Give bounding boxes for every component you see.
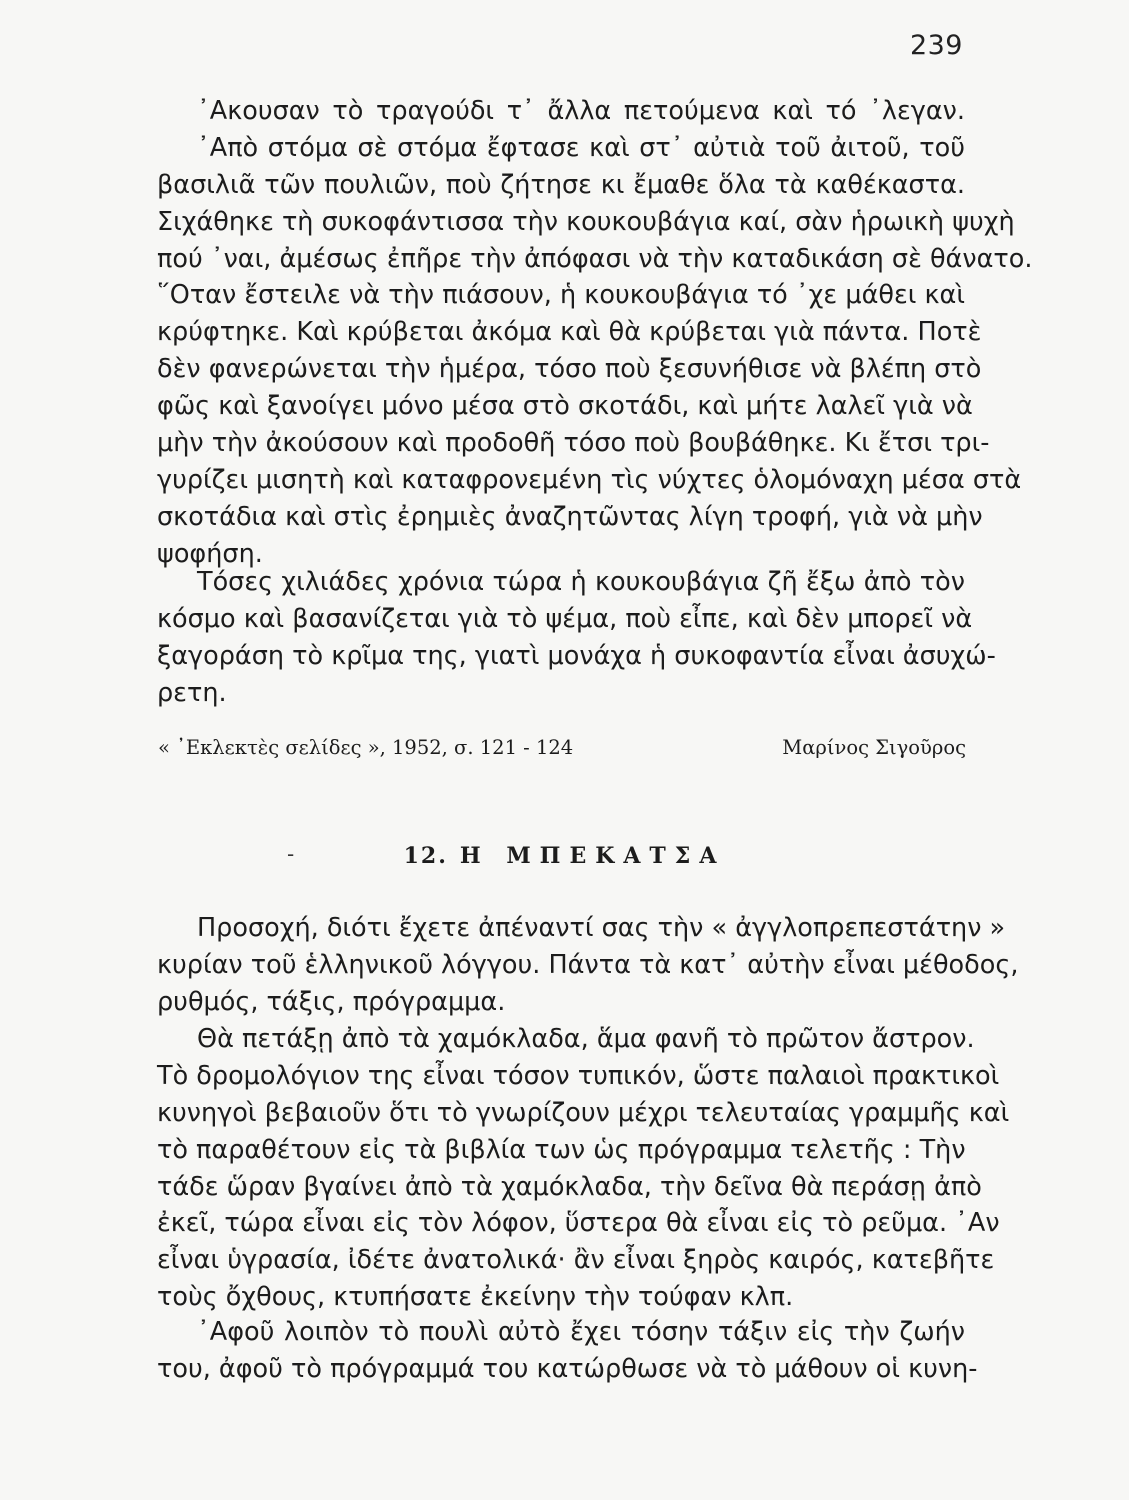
source-citation: [158, 733, 966, 763]
text-line: κρύφτηκε. Καὶ κρύβεται ἀκόμα καὶ θὰ κρύβεται γιὰ πάντα. Ποτὲ: [157, 317, 982, 348]
paragraph-eagle-verdict: [157, 93, 1033, 573]
text-line: κυνηγοὶ βεβαιοῦν ὅτι τὸ γνωρίζουν μέχρι τελευταίας γραμμῆς καὶ: [157, 1097, 1010, 1128]
text-line: ῞Οταν ἔστειλε νὰ τὴν πιάσουν, ἡ κουκουβάγια τό ᾿χε μάθει καὶ: [157, 280, 965, 311]
text-line: Τόσες χιλιάδες χρόνια τώρα ἡ κουκουβάγια ζῆ ἔξω ἀπὸ τὸν: [197, 567, 965, 597]
paragraph-woodcock-routine: [157, 1021, 1010, 1316]
heading-dash: -: [287, 842, 295, 866]
paragraph-owl-punishment: [157, 564, 996, 712]
text-line: σκοτάδια καὶ στὶς ἐρημιὲς ἀναζητῶντας λίγη τροφή, γιὰ νὰ μὴν: [157, 501, 983, 532]
text-line: βασιλιᾶ τῶν πουλιῶν, ποὺ ζήτησε κι ἔμαθε ὅλα τὰ καθέκαστα.: [157, 169, 965, 200]
section-title: Η ΜΠΕΚΑΤΣΑ: [459, 843, 726, 869]
source-author: Μαρίνος Σιγοῦρος: [782, 736, 966, 759]
paragraph-woodcock-order: [157, 1314, 978, 1388]
text-line: ᾿Αφοῦ λοιπὸν τὸ πουλὶ αὐτὸ ἔχει τόσην τάξιν εἰς τὴν ζωήν: [197, 1317, 965, 1347]
paragraph-woodcock-intro: [157, 910, 1019, 1021]
text-line: ᾿Απὸ στόμα σὲ στόμα ἔφτασε καὶ στ᾿ αὐτιὰ τοῦ ἀιτοῦ, τοῦ: [197, 132, 965, 163]
text-line: τάδε ὥραν βγαίνει ἀπὸ τὰ χαμόκλαδα, τὴν δεῖνα θὰ περάσῃ ἀπὸ: [157, 1171, 982, 1202]
text-line: Θὰ πετάξῃ ἀπὸ τὰ χαμόκλαδα, ἅμα φανῆ τὸ πρῶτον ἄστρον.: [197, 1024, 975, 1054]
text-line: ρυθμός, τάξις, πρόγραμμα.: [157, 986, 506, 1017]
text-line: γυρίζει μισητὴ καὶ καταφρονεμένη τὶς νύχτες ὁλομόναχη μέσα στὰ: [157, 464, 1022, 495]
section-heading: [0, 838, 1129, 874]
text-line: ἐκεῖ, τώρα εἶναι εἰς τὸν λόφον, ὕστερα θὰ εἶναι εἰς τὸ ρεῦμα. ᾿Αν: [157, 1208, 1000, 1239]
text-line: φῶς καὶ ξανοίγει μόνο μέσα στὸ σκοτάδι, καὶ μήτε λαλεῖ γιὰ νὰ: [157, 391, 973, 422]
text-line: ρετη.: [157, 677, 227, 708]
text-line: ψοφήση.: [157, 538, 263, 569]
text-line: Σιχάθηκε τὴ συκοφάντισσα τὴν κουκουβάγια καί, σὰν ἡρωικὴ ψυχὴ: [157, 206, 1015, 237]
text-line: Προσοχή, διότι ἔχετε ἀπέναντί σας τὴν « ἀγγλοπρεπεστάτην »: [197, 913, 1006, 943]
text-line: κόσμο καὶ βασανίζεται γιὰ τὸ ψέμα, ποὺ εἶπε, καὶ δὲν μπορεῖ νὰ: [157, 603, 973, 634]
text-line: δὲν φανερώνεται τὴν ἡμέρα, τόσο ποὺ ξεσυνήθισε νὰ βλέπη στὸ: [157, 354, 982, 385]
text-line: τοὺς ὄχθους, κτυπήσατε ἐκείνην τὴν τούφαν κλπ.: [157, 1282, 794, 1313]
text-line: Τὸ δρομολόγιον της εἶναι τόσον τυπικόν, ὥστε παλαιοὶ πρακτικοὶ: [157, 1060, 1000, 1091]
text-line: του, ἀφοῦ τὸ πρόγραμμά του κατώρθωσε νὰ τὸ μάθουν οἱ κυνη-: [157, 1353, 978, 1384]
text-line: πού ᾿ναι, ἀμέσως ἐπῆρε τὴν ἀπόφασι νὰ τὴν καταδικάση σὲ θάνατο.: [157, 243, 1033, 274]
text-line: ᾿Ακουσαν τὸ τραγούδι τ᾿ ἄλλα πετούμενα καὶ τό ᾿λεγαν.: [197, 96, 965, 126]
text-line: μὴν τὴν ἀκούσουν καὶ προδοθῆ τόσο ποὺ βουβάθηκε. Κι ἔτσι τρι-: [157, 428, 990, 459]
text-line: εἶναι ὑγρασία, ἰδέτε ἀνατολικά· ἂν εἶναι ξηρὸς καιρός, κατεβῆτε: [157, 1245, 995, 1276]
section-number: 12.: [403, 843, 448, 869]
source-reference: « ᾿Εκλεκτὲς σελίδες », 1952, σ. 121 - 124: [158, 736, 574, 759]
text-line: ξαγοράση τὸ κρῖμα της, γιατὶ μονάχα ἡ συκοφαντία εἶναι ἀσυχώ-: [157, 640, 996, 671]
page-number: 239: [909, 30, 963, 61]
text-line: κυρίαν τοῦ ἑλληνικοῦ λόγγου. Πάντα τὰ κατ᾿ αὐτὴν εἶναι μέθοδος,: [157, 949, 1019, 980]
text-line: τὸ παραθέτουν εἰς τὰ βιβλία των ὡς πρόγραμμα τελετῆς : Τὴν: [157, 1134, 966, 1165]
